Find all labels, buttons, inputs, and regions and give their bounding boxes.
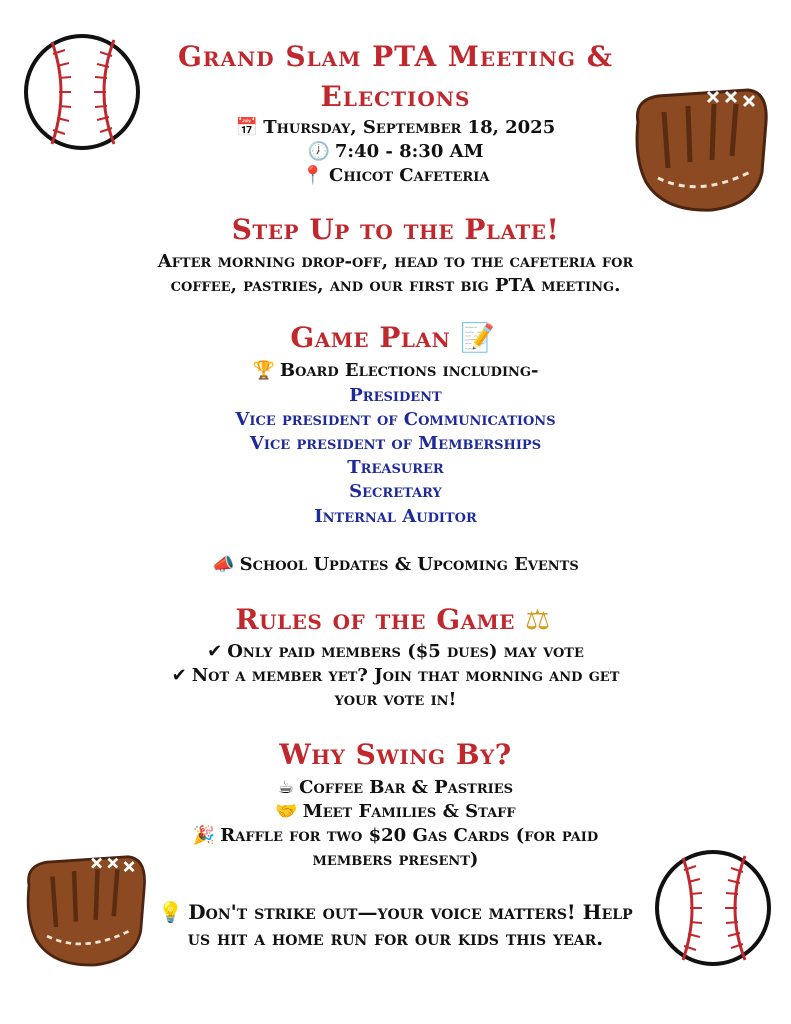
section-heading-game-plan: Game Plan 📝	[290, 321, 496, 354]
perk-item: 🤝 Meet Families & Staff	[275, 801, 516, 822]
memo-icon: 📝	[460, 321, 496, 354]
closing-line2: us hit a home run for our kids this year.	[187, 926, 604, 950]
section-heading-why: Why Swing By?	[279, 738, 512, 771]
pin-icon: 📍	[301, 165, 324, 186]
perk-item-continued: members present)	[312, 849, 479, 870]
rule-item: ✔ Only paid members ($5 dues) may vote	[207, 641, 584, 662]
perk-item: 🎉 Raffle for two $20 Gas Cards (for paid	[192, 825, 599, 846]
handshake-icon: 🤝	[275, 801, 298, 822]
scales-icon: ⚖	[525, 603, 551, 636]
section-heading-rules: Rules of the Game ⚖	[235, 603, 551, 636]
party-popper-icon: 🎉	[192, 825, 216, 846]
lightbulb-icon: 💡	[158, 900, 184, 924]
rule-item: ✔ Not a member yet? Join that morning and get	[171, 665, 620, 686]
position-item: Vice president of Communications	[235, 409, 556, 430]
position-item: President	[349, 385, 442, 406]
event-date: 📅 Thursday, September 18, 2025	[235, 117, 556, 138]
position-item: Internal Auditor	[314, 506, 477, 527]
rule-item-continued: your vote in!	[334, 689, 457, 710]
school-updates: 📣 School Updates & Upcoming Events	[212, 554, 579, 575]
coffee-icon: ☕	[277, 777, 295, 798]
position-item: Secretary	[349, 481, 442, 502]
step-up-text-line1: After morning drop-off, head to the cafeteria for	[157, 251, 634, 272]
calendar-icon: 📅	[235, 117, 259, 138]
check-icon: ✔	[171, 665, 187, 686]
event-time: 🕖 7:40 - 8:30 AM	[307, 141, 484, 162]
elections-intro: 🏆 Board Elections including-	[252, 360, 539, 381]
perk-item: ☕ Coffee Bar & Pastries	[277, 777, 514, 798]
position-item: Vice president of Memberships	[249, 433, 542, 454]
check-icon: ✔	[207, 641, 223, 662]
position-item: Treasurer	[347, 457, 444, 478]
page-title-line2: Elections	[320, 80, 471, 113]
event-location: 📍 Chicot Cafeteria	[301, 165, 490, 186]
trophy-icon: 🏆	[252, 360, 275, 381]
section-heading-step-up: Step Up to the Plate!	[231, 213, 560, 246]
clock-icon: 🕖	[307, 141, 330, 162]
page-title: Grand Slam PTA Meeting &	[177, 40, 614, 73]
megaphone-icon: 📣	[212, 554, 235, 575]
step-up-text-line2: coffee, pastries, and our first big PTA meeting.	[170, 275, 621, 296]
closing-line1: 💡 Don't strike out—your voice matters! Help	[158, 900, 633, 924]
